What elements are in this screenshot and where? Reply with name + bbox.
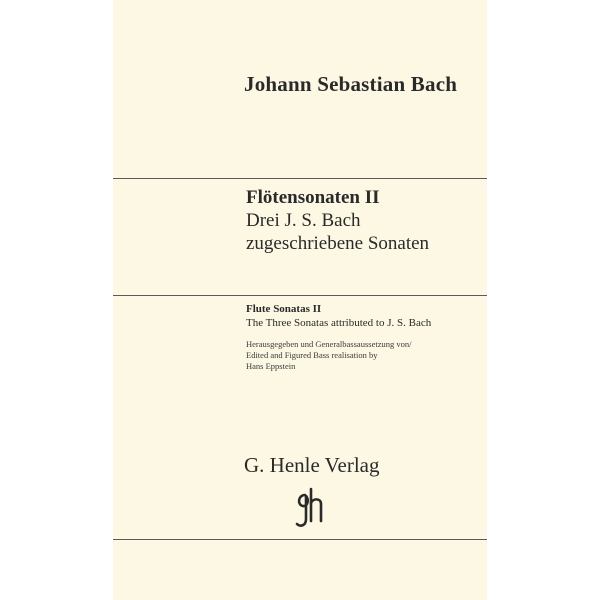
editor-credit-line-2: Edited and Figured Bass realisation by <box>246 350 378 360</box>
divider-top <box>113 178 487 179</box>
title-german-subtitle: Drei J. S. Bach zugeschriebene Sonaten <box>246 210 430 254</box>
henle-logo-icon <box>291 487 327 531</box>
score-cover <box>113 0 487 600</box>
publisher-name: G. Henle Verlag <box>244 453 380 477</box>
composer-name: Johann Sebastian Bach <box>244 72 458 96</box>
title-english <box>246 302 481 330</box>
title-english-subtitle: The Three Sonatas attributed to J. S. Bach <box>246 317 432 329</box>
title-german-main: Flötensonaten II <box>246 187 380 208</box>
divider-middle <box>113 295 487 296</box>
editor-name: Hans Eppstein <box>246 361 296 371</box>
title-german <box>246 186 481 255</box>
editor-credit <box>246 339 481 372</box>
editor-credit-line-1: Herausgegeben und Generalbassaussetzung von/ <box>246 339 412 349</box>
title-english-main: Flute Sonatas II <box>246 303 322 315</box>
divider-bottom <box>113 539 487 540</box>
